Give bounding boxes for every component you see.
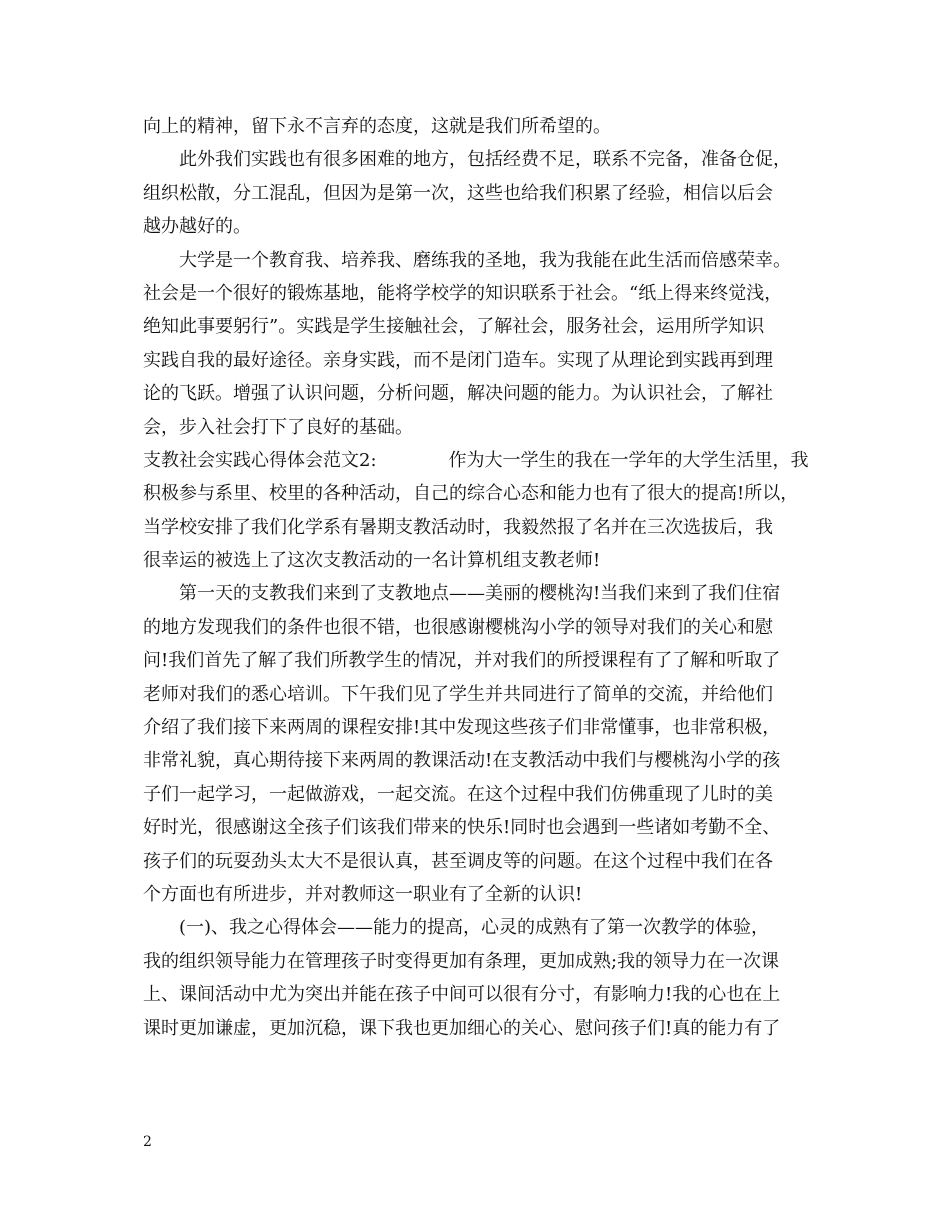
text-line: 会，步入社会打下了良好的基础。: [143, 416, 413, 438]
text-line: 介绍了我们接下来两周的课程安排!其中发现这些孩子们非常懂事，也非常积极，: [143, 717, 781, 739]
section-heading-line: 支教社会实践心得体会范文2: 作为大一学生的我在一学年的大学生活里，我: [143, 449, 809, 471]
text-line: 此外我们实践也有很多困难的地方，包括经费不足，联系不完备，准备仓促，: [143, 149, 791, 171]
text-line: 论的飞跃。增强了认识问题，分析问题，解决问题的能力。为认识社会，了解社: [143, 383, 773, 405]
text-line: 组织松散，分工混乱，但因为是第一次，这些也给我们积累了经验，相信以后会: [143, 182, 773, 204]
text-line: 问!我们首先了解了我们所教学生的情况，并对我们的所授课程有了了解和听取了: [143, 650, 781, 672]
text-line: 课时更加谦虚，更加沉稳，课下我也更加细心的关心、慰问孩子们!真的能力有了: [143, 1017, 781, 1039]
text-line: 个方面也有所进步，并对教师这一职业有了全新的认识!: [143, 883, 583, 905]
text-line: 积极参与系里、校里的各种活动，自己的综合心态和能力也有了很大的提高!所以，: [143, 483, 799, 505]
text-line: 子们一起学习，一起做游戏，一起交流。在这个过程中我们仿佛重现了儿时的美: [143, 783, 773, 805]
text-line: 向上的精神，留下永不言弃的态度，这就是我们所希望的。: [143, 116, 611, 137]
text-line: 老师对我们的悉心培训。下午我们见了学生并共同进行了简单的交流，并给他们: [143, 683, 773, 705]
text-line: 上、课间活动中尤为突出并能在孩子中间可以很有分寸，有影响力!我的心也在上: [143, 984, 781, 1006]
text-line: (一)、我之心得体会——能力的提高，心灵的成熟有了第一次教学的体验，: [143, 917, 770, 939]
text-line: 实践自我的最好途径。亲身实践，而不是闭门造车。实现了从理论到实践再到理: [143, 349, 773, 371]
text-line: 非常礼貌，真心期待接下来两周的教课活动!在支教活动中我们与樱桃沟小学的孩: [143, 750, 781, 772]
text-line: 越办越好的。: [143, 216, 251, 238]
text-line: 我的组织领导能力在管理孩子时变得更加有条理，更加成熟;我的领导力在一次课: [143, 950, 780, 972]
text-line: 孩子们的玩耍劲头太大不是很认真，甚至调皮等的问题。在这个过程中我们在各: [143, 850, 773, 872]
text-line: 第一天的支教我们来到了支教地点——美丽的樱桃沟!当我们来到了我们住宿: [143, 583, 781, 605]
text-line: 好时光，很感谢这全孩子们该我们带来的快乐!同时也会遇到一些诸如考勤不全、: [143, 817, 781, 839]
text-line: 大学是一个教育我、培养我、磨练我的圣地，我为我能在此生活而倍感荣幸。: [143, 249, 791, 271]
document-body: [143, 110, 815, 1045]
page-number: 2: [143, 1134, 152, 1150]
text-line: 很幸运的被选上了这次支教活动的一名计算机组支教老师!: [143, 550, 601, 572]
text-line: 社会是一个很好的锻炼基地，能将学校学的知识联系于社会。“纸上得来终觉浅，: [143, 282, 783, 304]
text-line: 的地方发现我们的条件也很不错，也很感谢樱桃沟小学的领导对我们的关心和慰: [143, 616, 773, 638]
text-line: 绝知此事要躬行”。实践是学生接触社会，了解社会，服务社会，运用所学知识: [143, 316, 765, 338]
text-line: 当学校安排了我们化学系有暑期支教活动时，我毅然报了名并在三次选拔后，我: [143, 516, 773, 538]
